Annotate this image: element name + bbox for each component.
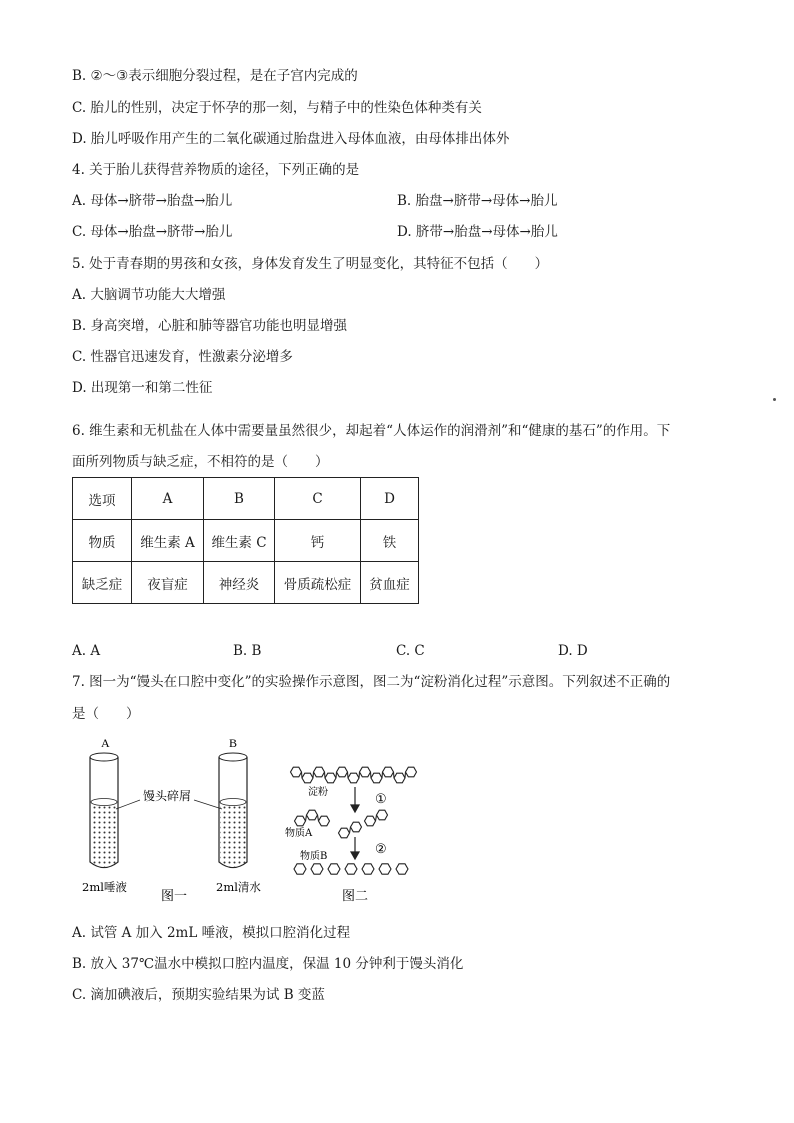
hexagon-unit [379,864,391,874]
table-cell: B [204,478,275,520]
test-tube-a [90,736,118,868]
bond-line [302,772,303,778]
bond-line [348,772,349,778]
hexagon-unit [314,767,325,777]
hexagon-unit [362,864,374,874]
bond-line [336,772,337,778]
bond-line [376,815,377,821]
hexagon-unit [345,864,357,874]
bond-line [313,772,314,778]
starch-chain [291,767,417,783]
table-cell: 钙 [275,520,361,562]
q6-option-a: A. A [72,643,101,659]
tube-a-label: A [101,736,110,750]
hexagon-unit [319,816,330,826]
table-cell: 神经炎 [204,562,275,604]
hexagon-unit [383,767,394,777]
hexagon-unit [394,773,405,783]
q6-stem-line2: 面所列物质与缺乏症，不相符的是（ ） [72,454,329,470]
table-cell: 物质 [73,520,132,562]
hexagon-unit [365,816,376,826]
q6-option-c: C. C [396,643,425,659]
bond-line [394,772,395,778]
step-2-label: ② [375,842,387,857]
q6-table [72,477,419,604]
margin-dot [773,398,776,401]
q7-option-b: B. 放入 37℃温水中模拟口腔内温度，保温 10 分钟利于馒头消化 [72,956,464,972]
q7-stem-line2: 是（ ） [72,706,140,722]
hexagon-unit [302,773,313,783]
crumbs-label: 馒头碎屑 [142,789,192,803]
water-label: 2ml清水 [216,880,261,894]
table-cell: 铁 [361,520,419,562]
figure-1-caption: 图一 [160,889,188,904]
bond-line [405,772,406,778]
hexagon-unit [371,773,382,783]
hexagon-unit [396,864,408,874]
hexagon-unit [295,816,306,826]
table-cell: 维生素 A [132,520,204,562]
table-row [73,562,419,604]
hexagon-unit [348,773,359,783]
table-row [73,478,419,520]
q6-option-d: D. D [558,643,588,659]
q5-stem: 5. 处于青春期的男孩和女孩，身体发育发生了明显变化，其特征不包括（ ） [72,256,549,272]
q5-option-d: D. 出现第一和第二性征 [72,380,213,396]
figure-2-caption: 图二 [341,889,369,904]
arrow-down-icon [351,787,359,812]
table-cell: A [132,478,204,520]
q4-option-d: D. 脐带→胎盘→母体→胎儿 [397,224,558,240]
tube-b-label: B [229,736,238,750]
substance-b-label: 物质B [300,851,328,862]
starch-label: 淀粉 [308,787,328,798]
bond-line [371,772,372,778]
glucose-units [294,864,408,874]
hexagon-unit [294,864,306,874]
q5-option-a: A. 大脑调节功能大大增强 [72,287,226,303]
q3-option-c: C. 胎儿的性别，决定于怀孕的那一刻，与精子中的性染色体种类有关 [72,100,482,116]
table-cell: 维生素 C [204,520,275,562]
bond-line [318,815,319,821]
hexagon-unit [328,864,340,874]
q7-stem-line1: 7. 图一为“馒头在口腔中变化”的实验操作示意图，图二为“淀粉消化过程”示意图。下列叙述不正确的 [72,674,671,690]
bond-line [350,827,351,833]
bond-line [359,772,360,778]
hexagon-unit [325,773,336,783]
hexagon-unit [307,810,318,820]
table-cell: 选项 [73,478,132,520]
arrow-down-icon [351,837,359,859]
q6-option-b: B. B [233,643,262,659]
q3-option-d: D. 胎儿呼吸作用产生的二氧化碳通过胎盘进入母体血液，由母体排出体外 [72,131,510,147]
step-1-label: ① [375,792,387,807]
test-tube-b [219,736,247,868]
crumbs-pointer-a [116,800,140,809]
hexagon-unit [360,767,371,777]
bond-line [382,772,383,778]
table-row [73,520,419,562]
q4-option-b: B. 胎盘→脐带→母体→胎儿 [397,193,558,209]
table-cell: 贫血症 [361,562,419,604]
table-cell: 缺乏症 [73,562,132,604]
table-cell: 骨质疏松症 [275,562,361,604]
hexagon-unit [291,767,302,777]
bond-line [306,815,307,821]
hexagon-unit [377,810,388,820]
saliva-label: 2ml唾液 [82,880,127,894]
crumbs-pointer-b [194,800,222,809]
q5-option-b: B. 身高突增，心脏和肺等器官功能也明显增强 [72,318,348,334]
q7-option-a: A. 试管 A 加入 2mL 唾液，模拟口腔消化过程 [72,925,351,941]
q5-option-c: C. 性器官迅速发育，性激素分泌增多 [72,349,293,365]
q7-option-c: C. 滴加碘液后，预期实验结果为试 B 变蓝 [72,987,325,1003]
q6-stem-line1: 6. 维生素和无机盐在人体中需要量虽然很少，却起着“人体运作的润滑剂”和“健康的基石”的作用。下 [72,423,671,439]
table-cell: 夜盲症 [132,562,204,604]
hexagon-unit [339,828,350,838]
hexagon-unit [311,864,323,874]
q4-option-a: A. 母体→脐带→胎盘→胎儿 [72,193,233,209]
hexagon-unit [406,767,417,777]
hexagon-unit [351,822,362,832]
table-cell: C [275,478,361,520]
q4-option-c: C. 母体→胎盘→脐带→胎儿 [72,224,233,240]
table-cell: D [361,478,419,520]
q4-stem: 4. 关于胎儿获得营养物质的途径，下列正确的是 [72,162,360,178]
q7-figures [72,735,422,910]
substance-a-label: 物质A [285,828,313,839]
q3-option-b: B. ②～③表示细胞分裂过程，是在子宫内完成的 [72,68,358,84]
bond-line [325,772,326,778]
hexagon-unit [337,767,348,777]
